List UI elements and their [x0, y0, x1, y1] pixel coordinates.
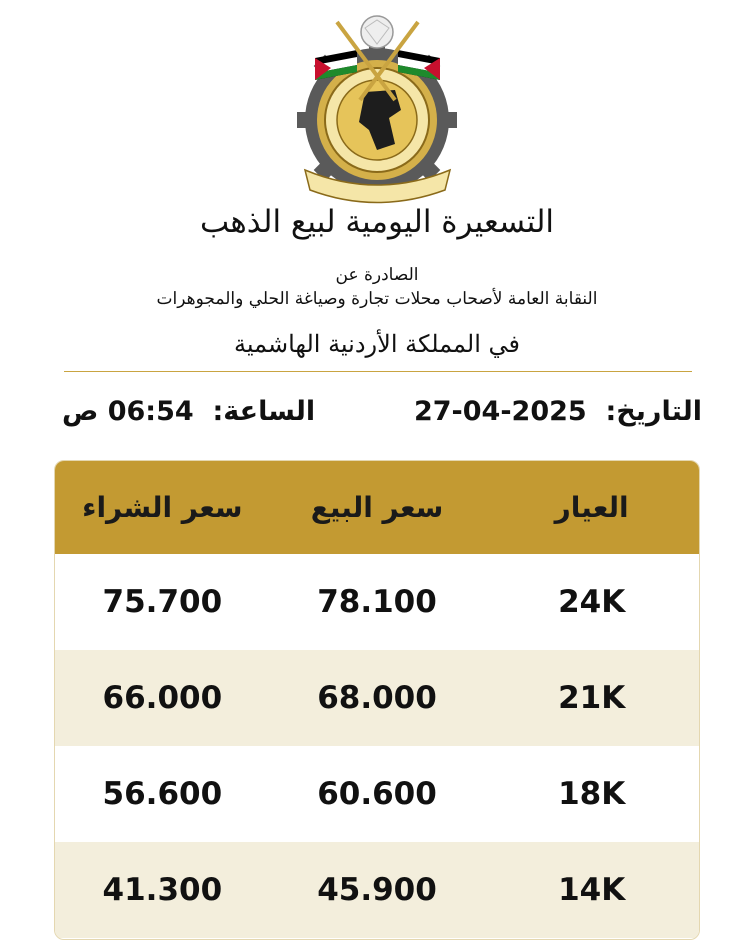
- issued-by-text: الصادرة عن: [335, 265, 419, 285]
- table-row: [55, 554, 699, 650]
- price-table: [54, 460, 700, 940]
- sell-price-cell: 78.100: [317, 584, 437, 620]
- time-suffix: ص: [62, 396, 99, 427]
- buy-price-cell: 75.700: [102, 584, 223, 620]
- table-row: [55, 650, 699, 746]
- buy-price-cell: 66.000: [102, 680, 223, 716]
- time-label: الساعة:: [212, 396, 316, 427]
- syndicate-logo: [285, 10, 470, 205]
- page-title: التسعيرة اليومية لبيع الذهب: [199, 204, 555, 240]
- column-header-sell-price: سعر البيع: [310, 491, 444, 524]
- buy-price-cell: 56.600: [102, 776, 223, 812]
- time-value: 06:54: [107, 396, 194, 427]
- karat-cell: 21K: [558, 680, 626, 716]
- table-row: [55, 842, 699, 938]
- syndicate-name: النقابة العامة لأصحاب محلات تجارة وصياغة الحلي والمجوهرات: [156, 289, 598, 309]
- time-line: [62, 396, 315, 427]
- sell-price-cell: 68.000: [317, 680, 437, 716]
- date-label: التاريخ:: [605, 396, 702, 427]
- karat-cell: 24K: [558, 584, 626, 620]
- column-header-buy-price: سعر الشراء: [82, 491, 243, 524]
- kingdom-name: في المملكة الأردنية الهاشمية: [233, 330, 521, 358]
- table-row: [55, 746, 699, 842]
- divider: [64, 371, 692, 372]
- buy-price-cell: 41.300: [102, 872, 223, 908]
- sell-price-cell: 45.900: [317, 872, 437, 908]
- karat-cell: 18K: [558, 776, 626, 812]
- karat-cell: 14K: [558, 872, 626, 908]
- table-header: [55, 461, 699, 554]
- date-value: 27-04-2025: [413, 396, 587, 427]
- date-line: [414, 396, 702, 427]
- sell-price-cell: 60.600: [317, 776, 437, 812]
- column-header-karat: العيار: [554, 491, 629, 524]
